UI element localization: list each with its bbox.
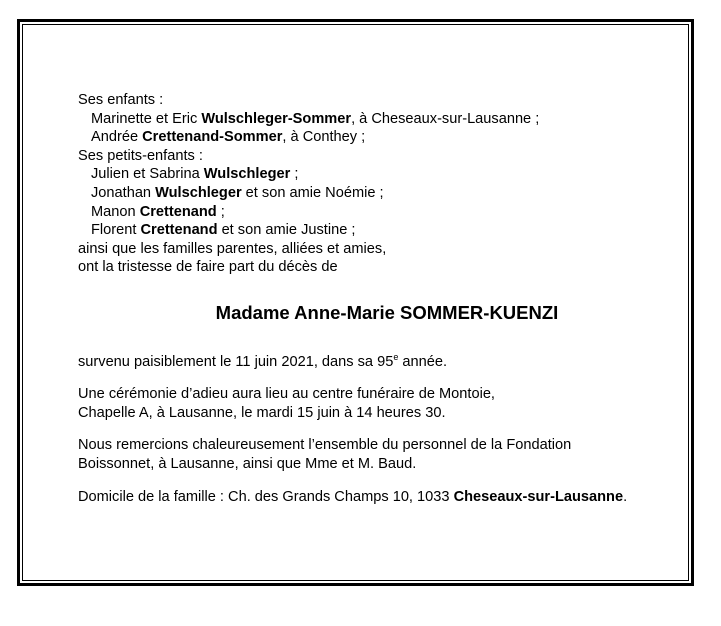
- grandchild-line: [78, 221, 688, 240]
- child-family-name: Crettenand-Sommer: [142, 129, 283, 146]
- grandchild-name-prefix: Jonathan: [91, 184, 156, 201]
- grandchild-suffix: et son amie Noémie ;: [241, 184, 384, 201]
- domicile-line: [78, 488, 688, 507]
- child-location: , à Cheseaux-sur-Lausanne ;: [351, 110, 540, 127]
- families-line: ainsi que les familles parentes, alliées et amies,: [78, 240, 387, 257]
- ordinal-superscript: e: [393, 351, 399, 362]
- grandchild-name-prefix: Julien et Sabrina: [91, 166, 204, 183]
- child-family-name: Wulschleger-Sommer: [201, 110, 352, 127]
- domicile-end: .: [623, 488, 628, 505]
- ceremony-line: Une cérémonie d’adieu aura lieu au centre funéraire de Montoie,: [78, 386, 495, 403]
- grandchild-suffix: ;: [290, 166, 299, 183]
- thanks-line: Nous remercions chaleureusement l’ensemble du personnel de la Fondation: [78, 437, 572, 454]
- domicile-address: Domicile de la famille : Ch. des Grands Champs 10, 1033: [78, 488, 454, 505]
- child-location: , à Conthey ;: [282, 129, 366, 146]
- deceased-name: Madame Anne-Marie SOMMER-KUENZI: [215, 301, 559, 323]
- grandchild-line: [78, 165, 688, 184]
- child-name-prefix: Andrée: [91, 129, 143, 146]
- grandchild-line: [78, 184, 688, 203]
- grandchild-family-name: Wulschleger: [203, 166, 291, 183]
- thanks-line: Boissonnet, à Lausanne, ainsi que Mme et M. Baud.: [78, 455, 417, 472]
- child-name-prefix: Marinette et Eric: [91, 110, 202, 127]
- grandchild-suffix: et son amie Justine ;: [217, 222, 356, 239]
- grandchild-line: [78, 203, 688, 222]
- obituary-notice: [78, 91, 688, 506]
- announcement-line: ont la tristesse de faire part du décès de: [78, 259, 338, 276]
- child-line: [78, 128, 688, 147]
- grandchild-suffix: ;: [216, 203, 225, 220]
- grandchild-family-name: Crettenand: [139, 203, 217, 220]
- grandchildren-heading: Ses petits-enfants :: [78, 147, 203, 164]
- death-notice-text: survenu paisiblement le 11 juin 2021, dans sa 95: [78, 353, 394, 370]
- death-notice: [78, 353, 688, 372]
- domicile-town: Cheseaux-sur-Lausanne: [453, 488, 624, 505]
- death-notice-end: année.: [398, 353, 448, 370]
- grandchild-name-prefix: Manon: [91, 203, 140, 220]
- child-line: [78, 110, 688, 129]
- grandchild-family-name: Wulschleger: [155, 184, 242, 201]
- ceremony-line: Chapelle A, à Lausanne, le mardi 15 juin à 14 heures 30.: [78, 404, 446, 421]
- grandchild-name-prefix: Florent: [91, 222, 141, 239]
- children-heading: Ses enfants :: [78, 92, 164, 108]
- grandchild-family-name: Crettenand: [140, 222, 218, 239]
